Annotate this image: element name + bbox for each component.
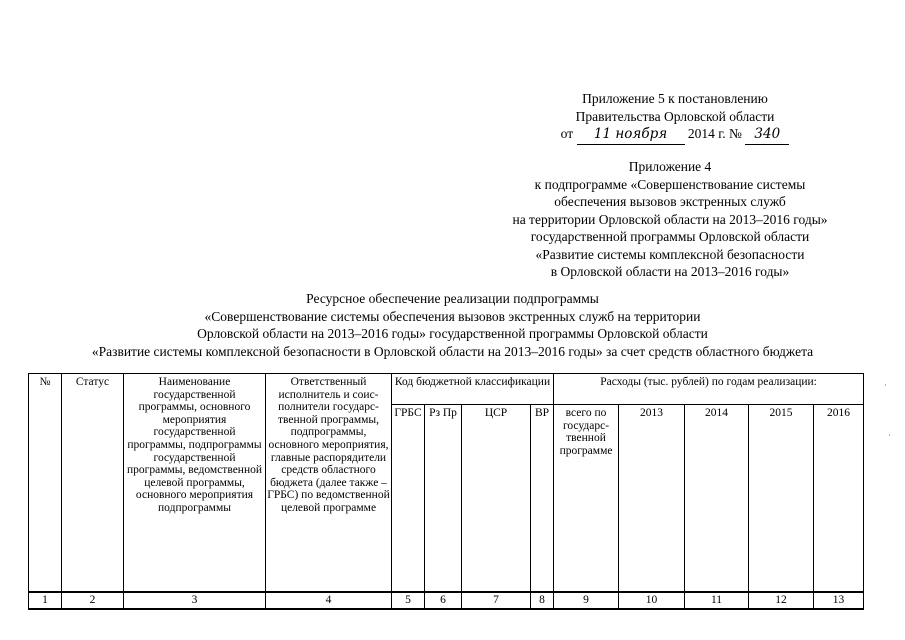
column-number: 3 (124, 592, 266, 609)
appendix4-line: государственной программы Орловской области (530, 229, 810, 244)
header-num: № (29, 374, 62, 593)
column-number: 6 (425, 592, 462, 609)
column-number: 12 (749, 592, 814, 609)
from-prefix: от (560, 126, 574, 141)
column-number: 13 (814, 592, 864, 609)
header-status: Статус (62, 374, 124, 593)
column-number: 11 (685, 592, 749, 609)
column-number: 9 (554, 592, 619, 609)
title-line: «Совершенствование системы обеспечения вызовов экстренных служб на территории (204, 308, 701, 324)
header-row-1 (29, 374, 864, 405)
header-2013: 2013 (619, 405, 685, 593)
header-vr: ВР (531, 405, 554, 593)
appendix4-line: на территории Орловской области на 2013–2016 годы» (512, 211, 828, 227)
appendix4-line: в Орловской области на 2013–2016 годы» (550, 264, 790, 279)
column-number-row (29, 592, 864, 609)
year-text: 2014 г. № (687, 126, 742, 141)
column-number: 5 (392, 592, 425, 609)
appendix4-block (440, 158, 900, 281)
resource-table (28, 373, 864, 610)
appendix5-line1: Приложение 5 к постановлению (582, 91, 768, 106)
appendix5-line2: Правительства Орловской области (575, 108, 775, 124)
appendix4-line: обеспечения вызовов экстренных служб (554, 194, 786, 209)
header-grbs: ГРБС (392, 405, 425, 593)
column-number: 7 (462, 592, 531, 609)
column-number: 10 (619, 592, 685, 609)
header-expenses: Расходы (тыс. рублей) по годам реализации: (554, 374, 864, 405)
scan-dot: · (888, 430, 891, 440)
scan-dot: · (884, 380, 887, 390)
handwritten-date: 11 ноября (577, 126, 685, 145)
header-name: Наименование государственной программы, основного мероприятия государственной программы, подпрограммы государственной программы, ведомственной целевой программы, основного мероприятия подпрограммы (124, 374, 266, 593)
appendix4-line: к подпрограмме «Совершенствование системы (534, 176, 806, 192)
document-title (0, 290, 905, 360)
appendix5-date-line (490, 125, 860, 145)
header-2016: 2016 (814, 405, 864, 593)
header-2015: 2015 (749, 405, 814, 593)
header-total: всего по государс-твенной программе (554, 405, 619, 593)
title-line: Орловской области на 2013–2016 годы» государственной программы Орловской области (197, 326, 708, 341)
header-budget-code: Код бюджетной классификации (392, 374, 554, 405)
column-number: 1 (29, 592, 62, 609)
handwritten-number: 340 (745, 126, 789, 145)
header-responsible: Ответственный исполнитель и соис-полнители государс-твенной программы, подпрограммы, основного мероприятия, главные распорядители средств областного бюджета (далее также – ГРБС) по ведомственной целевой программе (266, 374, 392, 593)
column-number: 8 (531, 592, 554, 609)
column-number: 4 (266, 592, 392, 609)
header-2014: 2014 (685, 405, 749, 593)
appendix5-block (490, 90, 860, 145)
column-number: 2 (62, 592, 124, 609)
title-line: «Развитие системы комплексной безопасности в Орловской области на 2013–2016 годы» за счет средств областного бюджета (91, 343, 814, 359)
appendix4-line: «Развитие системы комплексной безопасности (535, 246, 805, 262)
appendix4-line: Приложение 4 (628, 159, 712, 174)
header-rzpr: Рз Пр (425, 405, 462, 593)
title-line: Ресурсное обеспечение реализации подпрограммы (306, 291, 599, 306)
header-csr: ЦСР (462, 405, 531, 593)
